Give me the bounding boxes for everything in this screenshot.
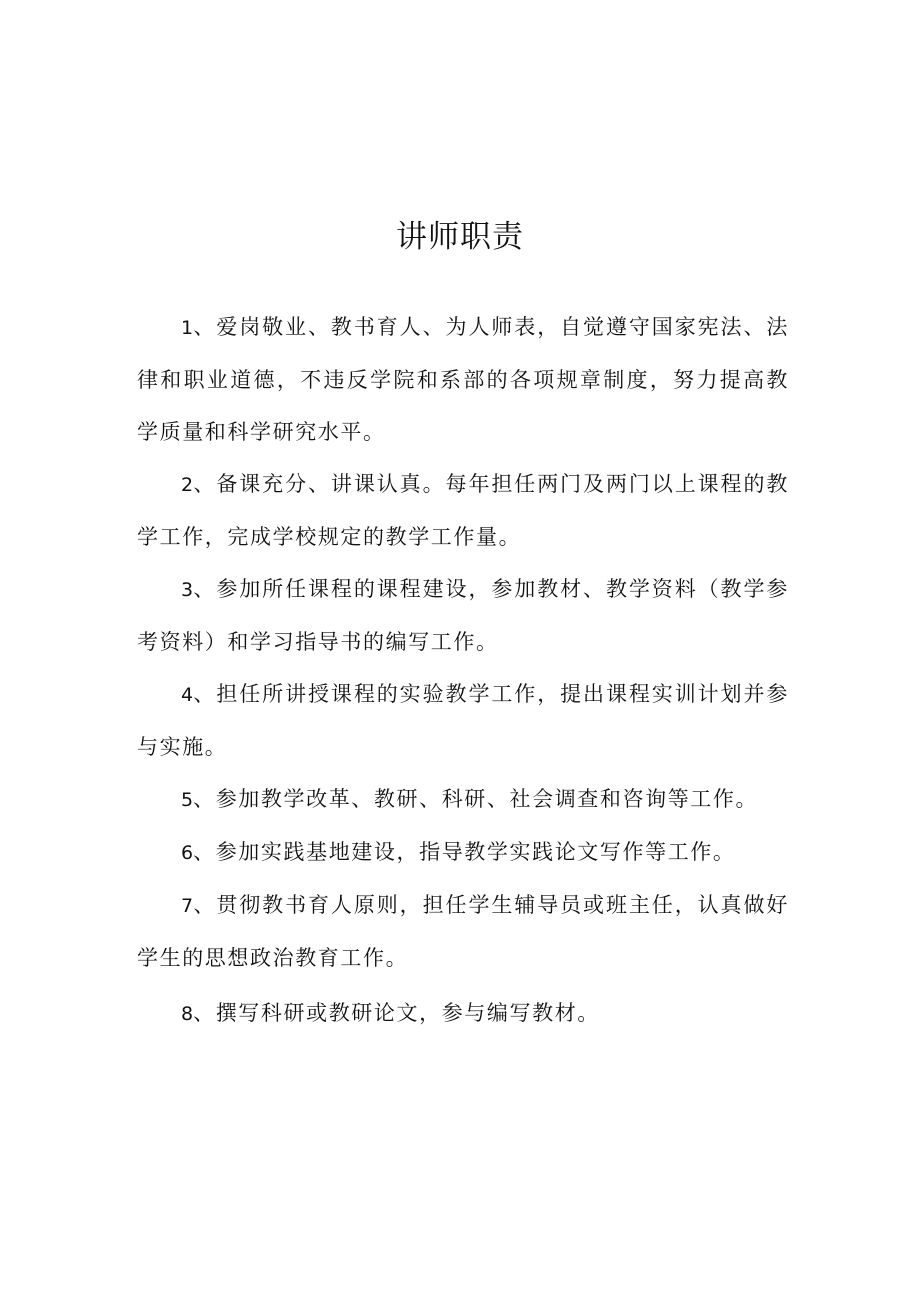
duty-item-4 <box>137 668 789 773</box>
document-body <box>137 301 789 1040</box>
duty-item-2 <box>137 458 789 563</box>
duty-item-6 <box>137 826 789 879</box>
item-text: 、爱岗敬业、教书育人、为人师表，自觉遵守国家宪法、法律和职业道德，不违反学院和系部的各项规章制度，努力提高教学质量和科学研究水平。 <box>137 315 789 444</box>
item-text: 、撰写科研或教研论文，参与编写教材。 <box>193 1001 600 1025</box>
item-number: 8 <box>181 1003 194 1025</box>
item-text: 、参加教学改革、教研、科研、社会调查和咨询等工作。 <box>193 787 759 811</box>
item-text: 、贯彻教书育人原则，担任学生辅导员或班主任，认真做好学生的思想政治教育工作。 <box>137 893 789 970</box>
item-number: 1 <box>181 317 194 339</box>
item-text: 、备课充分、讲课认真。每年担任两门及两门以上课程的教学工作，完成学校规定的教学工作量。 <box>137 472 789 549</box>
duty-item-8 <box>137 987 789 1040</box>
item-text: 、担任所讲授课程的实验教学工作，提出课程实训计划并参与实施。 <box>137 682 789 759</box>
duty-item-1 <box>137 301 789 458</box>
duty-item-5 <box>137 773 789 826</box>
item-number: 5 <box>181 789 194 811</box>
duty-item-3 <box>137 563 789 668</box>
item-text: 、参加所任课程的课程建设，参加教材、教学资料（教学参考资料）和学习指导书的编写工作。 <box>137 577 789 654</box>
item-text: 、参加实践基地建设，指导教学实践论文写作等工作。 <box>193 840 736 864</box>
page-title: 讲师职责 <box>396 219 524 255</box>
item-number: 7 <box>181 895 194 917</box>
item-number: 2 <box>181 474 194 496</box>
item-number: 3 <box>181 579 194 601</box>
duty-item-7 <box>137 879 789 984</box>
item-number: 4 <box>181 684 194 706</box>
item-number: 6 <box>181 842 194 864</box>
